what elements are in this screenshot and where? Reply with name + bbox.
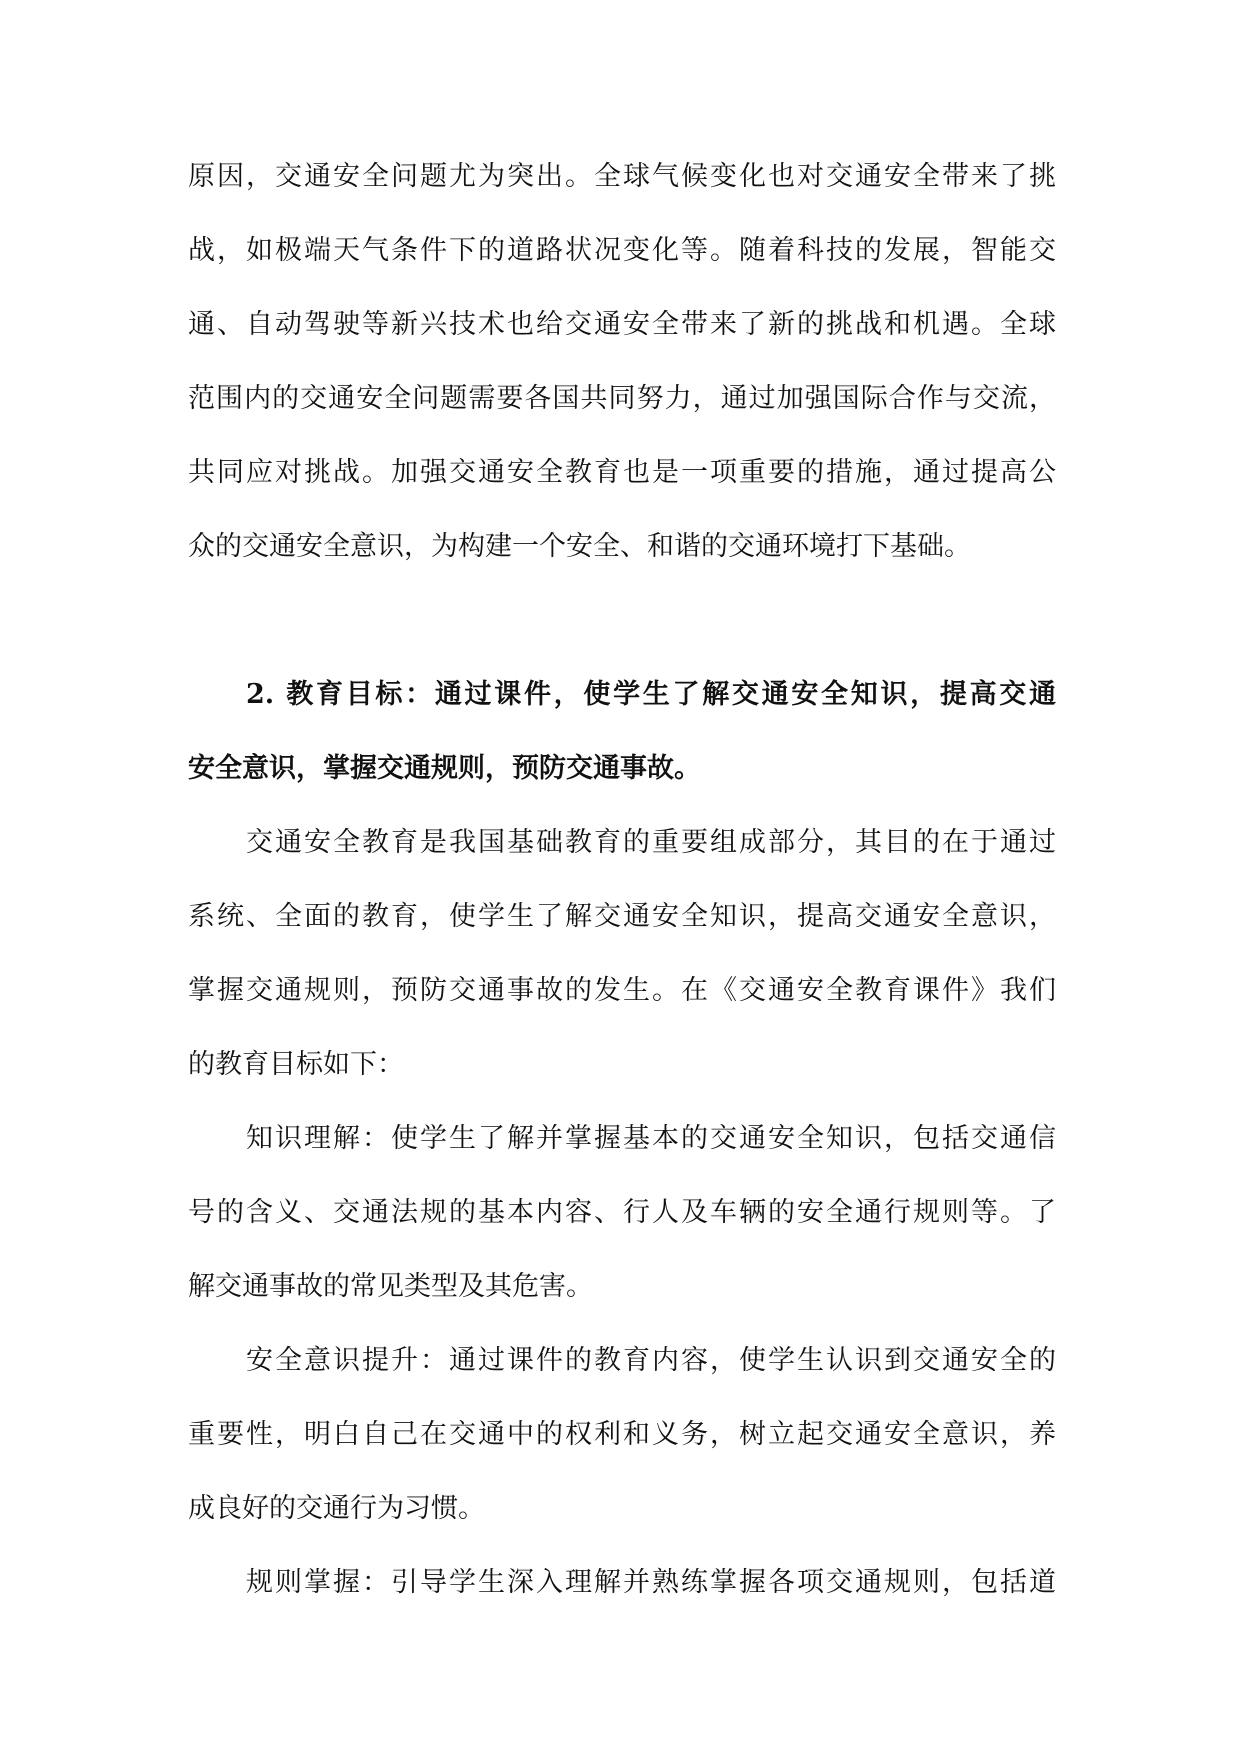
- paragraph-knowledge-understanding: [188, 1102, 1056, 1324]
- document-body: [188, 140, 1056, 1620]
- text-line: 的教育目标如下：: [188, 1049, 404, 1080]
- text-line: 战，如极端天气条件下的道路状况变化等。随着科技的发展，智能交: [188, 235, 1056, 266]
- paragraph-safety-awareness: [188, 1324, 1056, 1546]
- text-line: 号的含义、交通法规的基本内容、行人及车辆的安全通行规则等。了: [188, 1197, 1056, 1228]
- text-line: 众的交通安全意识，为构建一个安全、和谐的交通环境打下基础。: [188, 531, 971, 562]
- paragraph-gap: [188, 584, 1056, 658]
- text-line: 范围内的交通安全问题需要各国共同努力，通过加强国际合作与交流，: [188, 383, 1056, 414]
- text-line: 规则掌握：引导学生深入理解并熟练掌握各项交通规则，包括道: [246, 1567, 1056, 1598]
- heading-line: 安全意识，掌握交通规则，预防交通事故。: [188, 753, 701, 784]
- text-line: 系统、全面的教育，使学生了解交通安全知识，提高交通安全意识，: [188, 901, 1056, 932]
- text-line: 解交通事故的常见类型及其危害。: [188, 1271, 593, 1302]
- text-line: 原因，交通安全问题尤为突出。全球气候变化也对交通安全带来了挑: [188, 161, 1056, 192]
- text-line: 通、自动驾驶等新兴技术也给交通安全带来了新的挑战和机遇。全球: [188, 309, 1056, 340]
- text-line: 安全意识提升：通过课件的教育内容，使学生认识到交通安全的: [246, 1345, 1056, 1376]
- section-heading-education-goals: [188, 658, 1056, 806]
- text-line: 掌握交通规则，预防交通事故的发生。在《交通安全教育课件》我们: [188, 975, 1056, 1006]
- text-line: 重要性，明白自己在交通中的权利和义务，树立起交通安全意识，养: [188, 1419, 1056, 1450]
- heading-line: 2. 教育目标：通过课件，使学生了解交通安全知识，提高交通: [246, 679, 1056, 710]
- paragraph-rules-mastery: [188, 1546, 1056, 1620]
- text-line: 交通安全教育是我国基础教育的重要组成部分，其目的在于通过: [246, 827, 1056, 858]
- paragraph-education-goals: [188, 806, 1056, 1102]
- text-line: 共同应对挑战。加强交通安全教育也是一项重要的措施，通过提高公: [188, 457, 1056, 488]
- text-line: 成良好的交通行为习惯。: [188, 1493, 485, 1524]
- text-line: 知识理解：使学生了解并掌握基本的交通安全知识，包括交通信: [246, 1123, 1056, 1154]
- paragraph-intro-continued: [188, 140, 1056, 584]
